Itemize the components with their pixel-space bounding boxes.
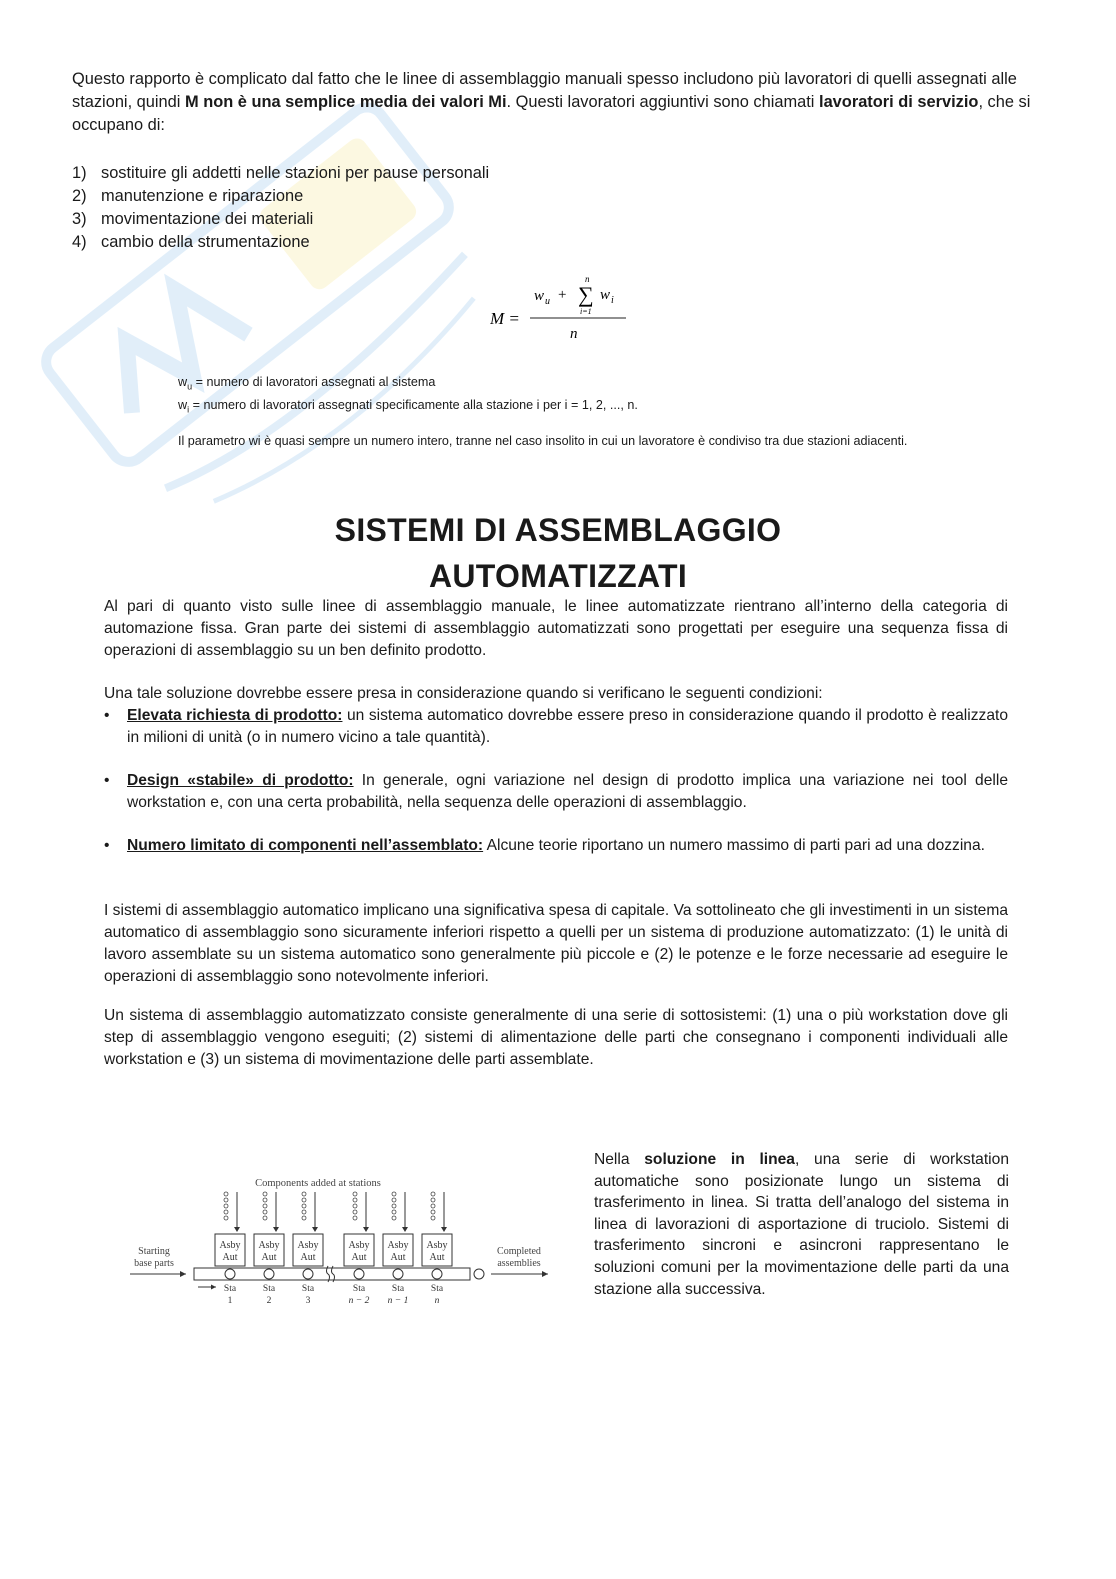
diagram-start-label-1: Starting [138,1246,170,1257]
def-subscript: u [187,381,193,392]
component-feeder [431,1204,435,1208]
station-number: 3 [305,1296,311,1306]
workstation-label: Asby [219,1240,241,1251]
station-label: Sta [223,1284,237,1294]
list-item [72,185,672,208]
intro-bold-1: M non è una semplice media dei valori Mi [184,93,507,111]
side-text-1: Nella [594,1151,645,1168]
workstation-label: Asby [348,1240,370,1251]
formula-definitions [178,373,968,450]
workstation-label: Asby [258,1240,280,1251]
component-feeder [224,1210,228,1214]
list-text: cambio della strumentazione [101,233,310,251]
section-title [0,507,1116,599]
def-subscript: i [187,404,190,415]
list-number: 2) [72,187,87,205]
component-feeder [263,1198,267,1202]
condition-text: un sistema automatico dovrebbe essere preso in considerazione quando il prodotto è realizzato in milioni di unità (o in numero vicino a tale quantità). [127,707,1008,746]
station-number: n [434,1296,440,1306]
list-item [72,162,672,185]
component-feeder [431,1216,435,1220]
def-text: = numero di lavoratori assegnati specificamente alla stazione i per i = 1, 2, ..., n. [189,397,638,412]
component-arrowhead [234,1227,240,1232]
list-number: 1) [72,164,87,182]
inline-solution-description [594,1149,1009,1300]
component-arrowhead [402,1227,408,1232]
workstation-label: Aut [390,1252,406,1263]
definition-note: Il parametro wi è quasi sempre un numero intero, tranne nel caso insolito in cui un lavoratore è condiviso tra due stazioni adiacenti. [178,434,908,449]
component-feeder [263,1204,267,1208]
formula-lhs: M = [490,309,520,328]
bullet-icon: • [104,837,110,854]
list-item [104,705,1008,749]
intro-text-2: . Questi lavoratori aggiuntivi sono chiamati [506,93,820,111]
list-item [72,231,672,254]
section-title-line-2: AUTOMATIZZATI [428,558,688,594]
component-feeder [431,1192,435,1196]
component-feeder [302,1204,306,1208]
intro-bold-2: lavoratori di servizio [819,93,979,111]
condition-heading: Numero limitato di componenti nell’assemblato: [127,837,484,854]
list-text: sostituire gli addetti nelle stazioni per pause personali [101,164,490,182]
list-text: movimentazione dei materiali [101,210,314,228]
section-title-line-1: SISTEMI DI ASSEMBLAGGIO [334,512,782,548]
component-feeder [263,1192,267,1196]
list-number: 3) [72,210,87,228]
start-arrowhead [180,1271,186,1277]
paragraph-conditions-intro: Una tale soluzione dovrebbe essere presa in considerazione quando si verificano le seguenti condizioni: [104,685,823,702]
formula-wi: w [600,287,611,303]
workstation-label: Aut [351,1252,367,1263]
component-feeder [224,1204,228,1208]
workstation-label: Asby [297,1240,319,1251]
station-label: Sta [391,1284,405,1294]
station-number: n − 1 [387,1296,409,1306]
def-symbol: w [178,397,188,412]
work-part [432,1269,442,1279]
component-feeder [392,1198,396,1202]
intro-text-3: , che si occupano di: [72,93,1031,134]
paragraph-fixed-automation: Al pari di quanto visto sulle linee di assemblaggio manuale, le linee automatizzate rientrano all’interno della categoria di automazione fissa. Gran parte dei sistemi di assemblaggio automatizzati sono progettati per eseguire una sequenza fissa di operazioni di assemblaggio su un ben definito prodotto. [104,598,1008,659]
condition-heading: Design «stabile» di prodotto: [127,772,354,789]
component-feeder [353,1204,357,1208]
intro-paragraph [72,68,1046,137]
work-part [225,1269,235,1279]
work-part [354,1269,364,1279]
list-text: manutenzione e riparazione [101,187,304,205]
component-arrowhead [441,1227,447,1232]
station-number: 2 [266,1296,272,1306]
formula-denominator: n [570,326,578,342]
condition-heading: Elevata richiesta di prodotto: [127,707,343,724]
component-feeder [431,1198,435,1202]
workstation-label: Aut [261,1252,277,1263]
component-feeder [263,1210,267,1214]
diagram-top-label: Components added at stations [255,1178,381,1189]
component-feeder [302,1192,306,1196]
flow-arrowhead [211,1285,216,1290]
component-feeder [431,1210,435,1214]
intro-text-1: Questo rapporto è complicato dal fatto che le linee di assemblaggio manuali spesso includono più lavoratori di quelli assegnati alle stazioni, quindi [72,70,1017,111]
workstation-label: Aut [429,1252,445,1263]
output-part [474,1269,484,1279]
list-item [72,208,672,231]
station-label: Sta [262,1284,276,1294]
watermark-logo [20,80,540,540]
stations-group [215,1192,452,1306]
component-feeder [392,1210,396,1214]
workstation-label: Aut [222,1252,238,1263]
def-text: = numero di lavoratori assegnati al sistema [192,375,436,389]
end-arrowhead [542,1271,548,1277]
def-symbol: w [178,375,188,389]
component-feeder [353,1198,357,1202]
side-text-2: , una serie di workstation automatiche sono posizionate lungo un sistema di trasferimento in linea. Si tratta dell’analogo del sistema in linea di lavorazioni di asportazione di truciolo. Sistemi di trasferimento sincroni e asincroni rappresentano le soluzioni comuni per la movimentazione delle parti da una stazione alla successiva. [594,1151,1009,1298]
station-number: 1 [227,1296,233,1306]
condition-text: Alcune teorie riportano un numero massimo di parti pari ad una dozzina. [483,837,985,854]
work-part [264,1269,274,1279]
component-arrowhead [312,1227,318,1232]
component-feeder [353,1216,357,1220]
side-text-bold: soluzione in linea [644,1151,795,1168]
diagram-end-label-1: Completed [497,1246,541,1257]
formula-sum-top: n [585,274,590,284]
paragraph-capital-investment: I sistemi di assemblaggio automatico implicano una significativa spesa di capitale. Va sottolineato che gli investimenti in un sistema automatico di assemblaggio sono sicuramente inferiori rispetto a quelli per un sistema di produzione automatizzato: (1) le unità di lavoro assemblate su un sistema automatico sono generalmente più piccole e (2) le potenze e le forze necessarie ad eseguire le operazioni di assemblaggio sono notevolmente inferiori. [104,902,1008,985]
bullet-icon: • [104,707,110,724]
workstation-label: Asby [387,1240,409,1251]
formula-wu: w [534,288,545,304]
component-feeder [302,1210,306,1214]
component-feeder [263,1216,267,1220]
service-worker-list [72,162,672,254]
component-feeder [224,1198,228,1202]
component-feeder [302,1198,306,1202]
conditions-list [104,705,1008,878]
bullet-icon: • [104,772,110,789]
formula-m [490,272,630,344]
component-feeder [392,1192,396,1196]
diagram-start-label-2: base parts [134,1258,174,1269]
list-item [104,835,1008,857]
definition-wu [178,373,968,396]
inline-assembly-diagram [124,1170,552,1310]
formula-plus: + [558,287,567,303]
condition-text: In generale, ogni variazione nel design di prodotto implica una variazione nei tool delle workstation e, con una certa probabilità, nella sequenza delle operazioni di assemblaggio. [127,772,1008,811]
component-feeder [392,1204,396,1208]
component-feeder [353,1210,357,1214]
work-part [393,1269,403,1279]
list-number: 4) [72,233,87,251]
formula-wu-sub: u [545,296,550,307]
component-feeder [224,1216,228,1220]
station-number: n − 2 [348,1296,370,1306]
formula-wi-sub: i [611,295,614,306]
workstation-label: Aut [300,1252,316,1263]
work-part [303,1269,313,1279]
paragraph-subsystems: Un sistema di assemblaggio automatizzato consiste generalmente di una serie di sottosistemi: (1) una o più workstation dove gli step di assemblaggio vengono eseguiti; (2) sistemi di alimentazione delle parti che consegnano i componenti individuali alle workstation e (3) un sistema di movimentazione delle parti assemblate. [104,1007,1008,1068]
station-label: Sta [352,1284,366,1294]
workstation-label: Asby [426,1240,448,1251]
component-feeder [392,1216,396,1220]
list-item [104,770,1008,814]
component-feeder [353,1192,357,1196]
station-label: Sta [430,1284,444,1294]
formula-sigma: ∑ [578,282,594,307]
component-feeder [302,1216,306,1220]
component-arrowhead [273,1227,279,1232]
definition-wi [178,396,968,419]
station-label: Sta [301,1284,315,1294]
diagram-end-label-2: assemblies [497,1258,541,1269]
component-feeder [224,1192,228,1196]
component-arrowhead [363,1227,369,1232]
formula-sum-bottom: i=1 [580,307,592,316]
